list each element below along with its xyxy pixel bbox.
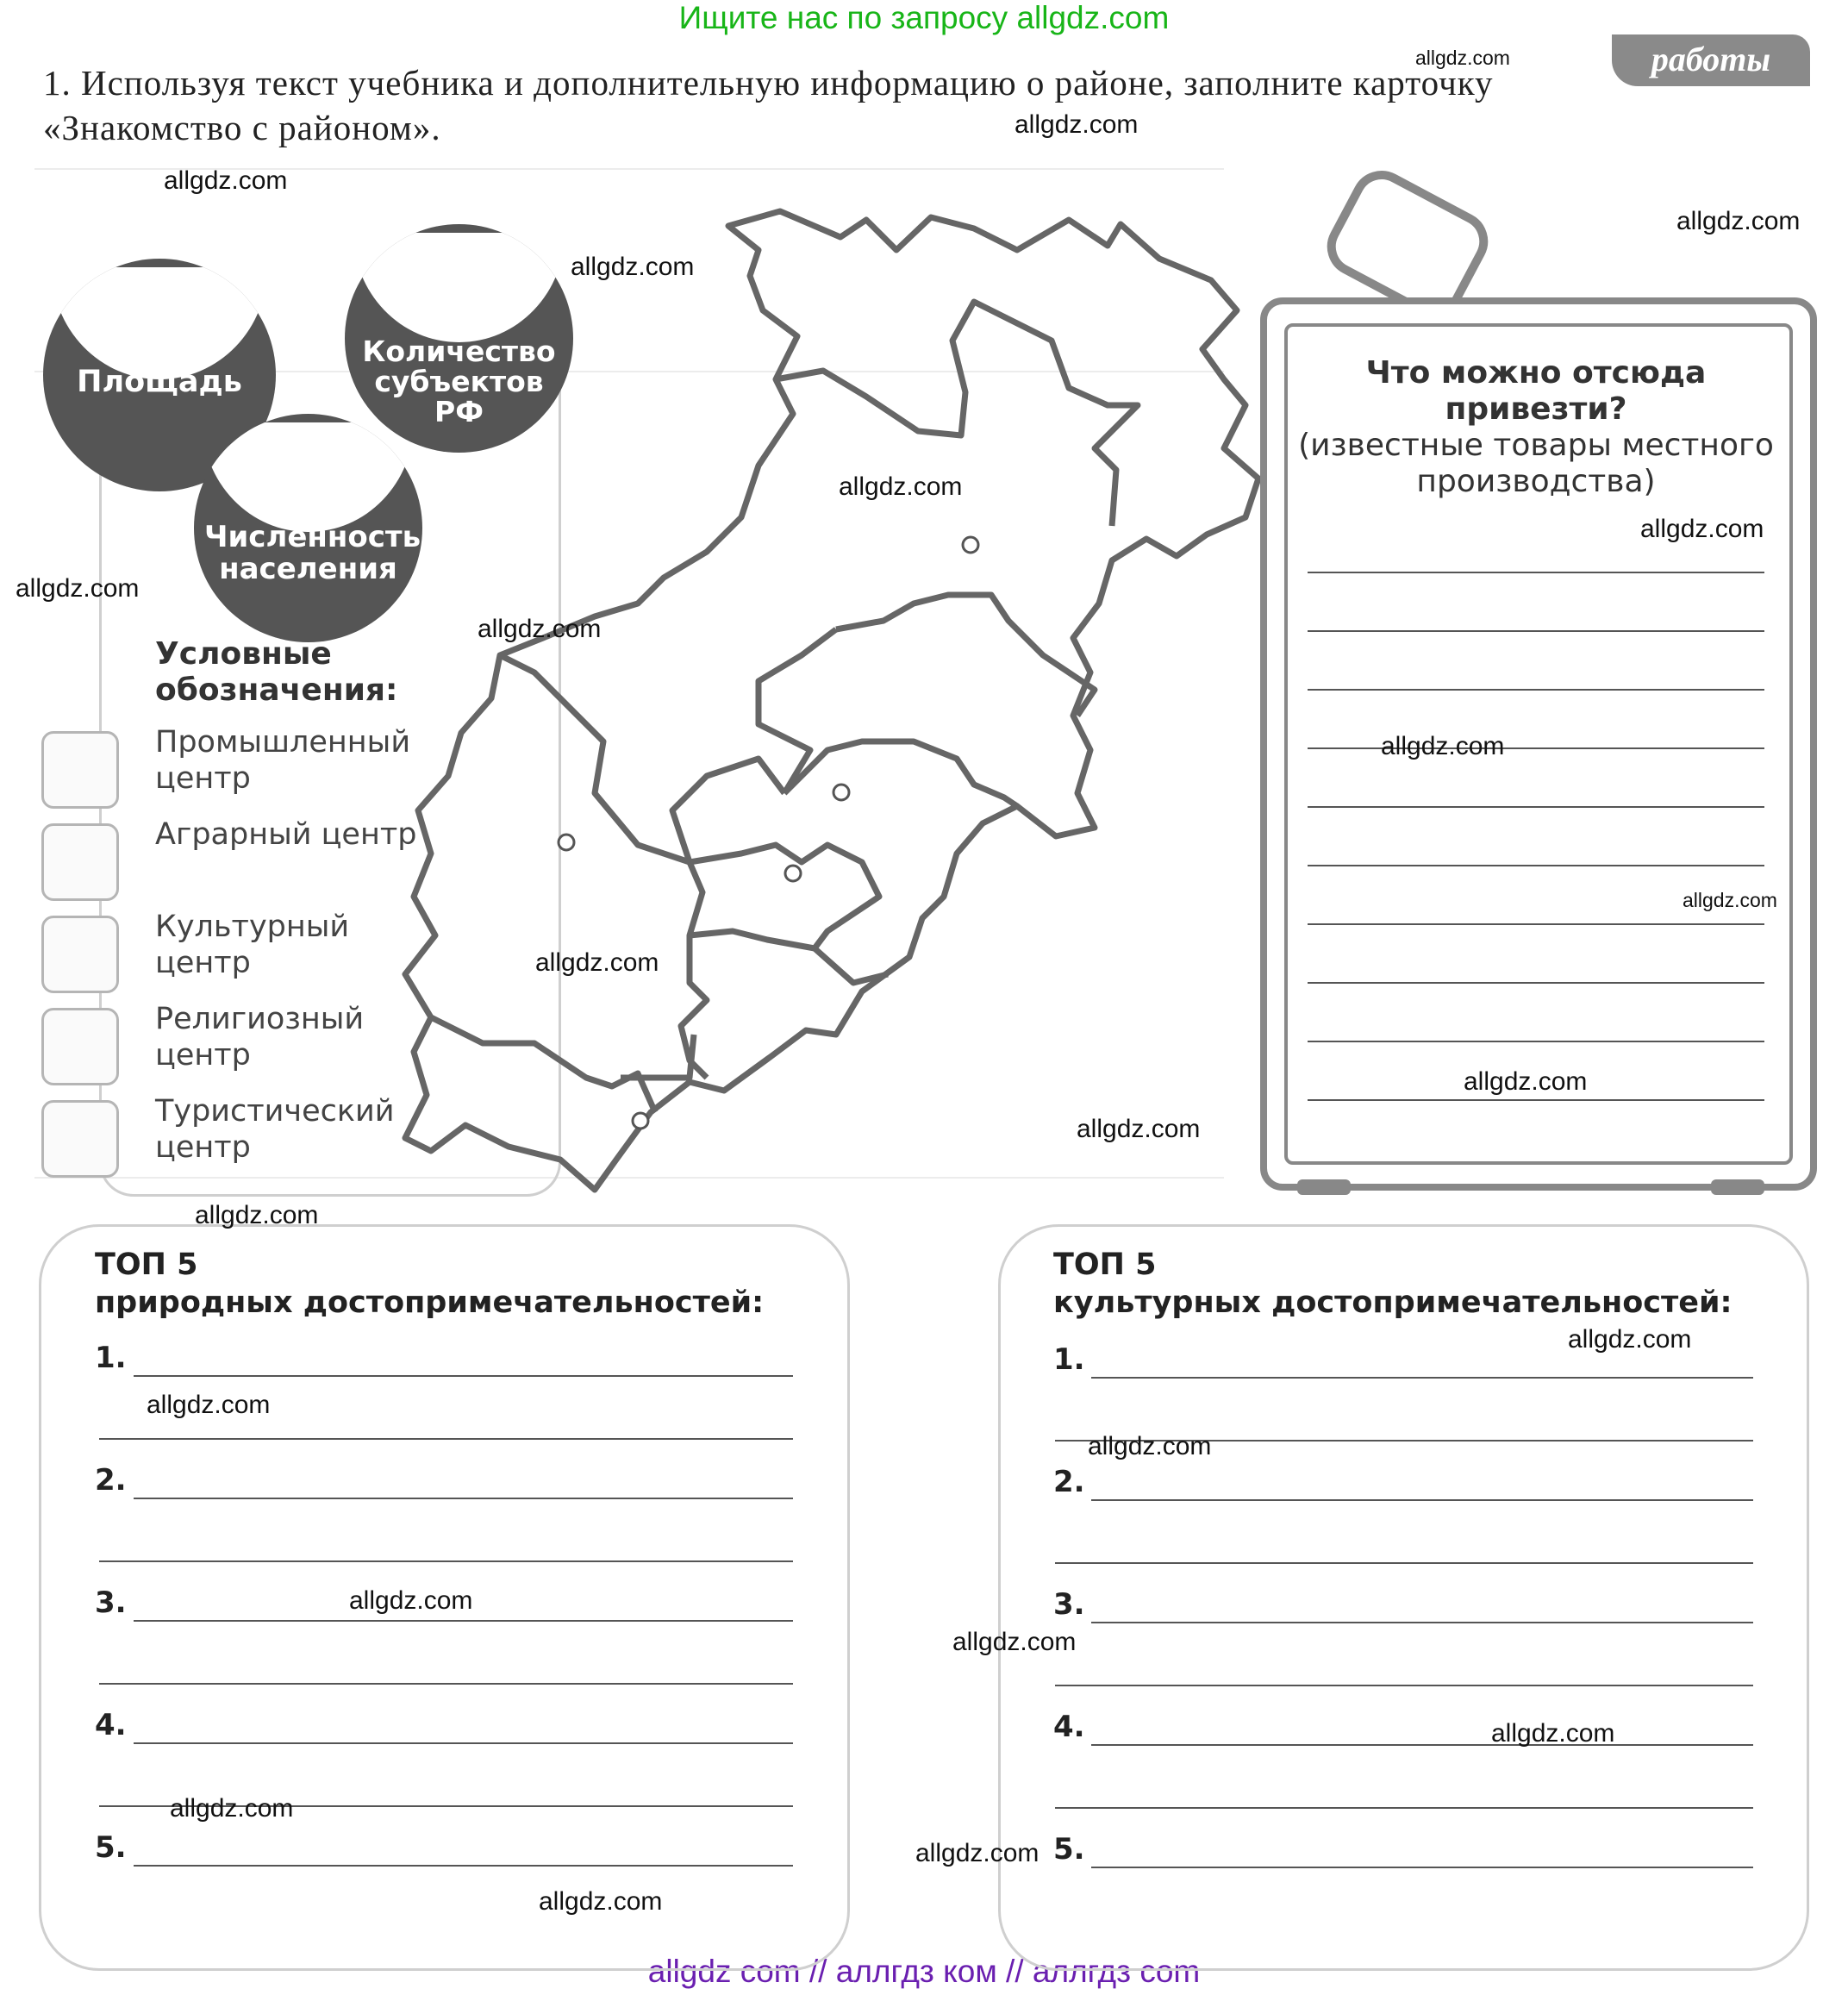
answer-line[interactable] [1308, 865, 1764, 866]
internal-border [431, 1017, 655, 1112]
item-number: 1. [95, 1341, 127, 1375]
answer-line[interactable] [99, 1560, 793, 1562]
legend-title: Условные обозначения: [155, 636, 398, 708]
answer-line[interactable] [1308, 1099, 1764, 1101]
watermark: allgdz.com [164, 166, 288, 195]
section-tab: работы [1612, 34, 1810, 86]
legend-label: Туристический центр [155, 1094, 395, 1165]
answer-line[interactable] [134, 1498, 793, 1499]
city-marker [963, 537, 978, 553]
legend-label: Религиозный центр [155, 1002, 365, 1073]
top5-culture-title [1053, 1246, 1786, 1322]
item-number: 3. [1053, 1587, 1085, 1622]
item-number: 4. [1053, 1710, 1085, 1744]
watermark: allgdz.com [1381, 732, 1505, 760]
item-number: 4. [95, 1708, 127, 1742]
watermark: allgdz.com [349, 1586, 473, 1615]
item-number: 5. [95, 1830, 127, 1865]
watermark: allgdz.com [16, 574, 140, 603]
suitcase-question: Что можно отсюда привезти? [1365, 355, 1707, 427]
item-number: 5. [1053, 1832, 1085, 1867]
answer-line[interactable] [1091, 1744, 1753, 1746]
watermark: allgdz.com [1676, 207, 1801, 235]
watermark: allgdz.com [1568, 1325, 1692, 1354]
answer-line[interactable] [1308, 806, 1764, 808]
watermark: allgdz.com [1491, 1719, 1615, 1748]
watermark-top: Ищите нас по запросу allgdz.com [678, 0, 1170, 35]
suitcase-foot [1711, 1179, 1764, 1195]
city-marker [633, 1113, 648, 1129]
internal-border [500, 655, 690, 862]
internal-border [690, 845, 879, 948]
legend-label: Аграрный центр [155, 817, 417, 852]
watermark: allgdz.com [1640, 515, 1764, 543]
answer-line[interactable] [1055, 1562, 1753, 1564]
answer-line[interactable] [99, 1683, 793, 1685]
city-marker [559, 835, 574, 850]
top5-subheading: культурных достопримечательностей: [1053, 1285, 1732, 1320]
watermark-bottom: allgdz com // аллгдз ком // аллгдз com [647, 1954, 1201, 1989]
internal-border [836, 595, 1095, 716]
watermark: allgdz.com [1015, 110, 1139, 139]
answer-line[interactable] [134, 1742, 793, 1744]
item-number: 3. [95, 1585, 127, 1620]
answer-line[interactable] [1055, 1685, 1753, 1686]
answer-line[interactable] [1091, 1622, 1753, 1623]
answer-line[interactable] [1091, 1499, 1753, 1501]
answer-line[interactable] [1308, 923, 1764, 925]
legend-label: Культурный центр [155, 910, 350, 980]
answer-line[interactable] [1308, 630, 1764, 632]
watermark: allgdz.com [1088, 1432, 1212, 1460]
suitcase-foot [1297, 1179, 1351, 1195]
suitcase-title [1277, 355, 1795, 500]
legend-label: Промышленный центр [155, 725, 411, 796]
answer-line[interactable] [1308, 982, 1764, 984]
answer-line[interactable] [1308, 572, 1764, 573]
top5-heading: ТОП 5 [1053, 1248, 1157, 1282]
suitcase-hint: (известные товары местного производства) [1298, 428, 1774, 499]
answer-line[interactable] [1055, 1807, 1753, 1809]
task-instruction: 1. Используя текст учебника и дополнительную информацию о районе, заполните карточку «Знакомство с районом». [43, 63, 1494, 147]
top5-nature-title [95, 1246, 827, 1322]
city-marker [785, 866, 801, 881]
city-marker [833, 785, 849, 800]
answer-line[interactable] [1308, 689, 1764, 691]
top5-heading: ТОП 5 [95, 1248, 198, 1282]
internal-border [815, 948, 888, 983]
watermark: allgdz.com [952, 1628, 1077, 1656]
watermark: allgdz.com [539, 1887, 663, 1916]
top5-subheading: природных достопримечательностей: [95, 1285, 765, 1320]
answer-line[interactable] [134, 1865, 793, 1867]
watermark: allgdz.com [1464, 1067, 1588, 1096]
answer-line[interactable] [1091, 1377, 1753, 1379]
area-label: Площадь [77, 365, 242, 399]
item-number: 1. [1053, 1342, 1085, 1377]
watermark: allgdz.com [1683, 889, 1777, 911]
internal-border [784, 741, 1017, 806]
answer-line[interactable] [1091, 1867, 1753, 1868]
watermark: allgdz.com [1415, 47, 1510, 69]
answer-line[interactable] [134, 1375, 793, 1377]
watermark: allgdz.com [839, 472, 963, 501]
answer-line[interactable] [1308, 747, 1764, 749]
subjects-label: Количество субъектов РФ [362, 335, 556, 428]
watermark: allgdz.com [571, 253, 695, 281]
answer-line[interactable] [134, 1620, 793, 1622]
answer-line[interactable] [1308, 1041, 1764, 1042]
internal-border [759, 629, 836, 793]
watermark: allgdz.com [1077, 1115, 1201, 1143]
answer-line[interactable] [99, 1438, 793, 1440]
watermark: allgdz.com [170, 1794, 294, 1823]
watermark: allgdz.com [478, 615, 602, 643]
item-number: 2. [1053, 1465, 1085, 1499]
watermark: allgdz.com [195, 1201, 319, 1229]
watermark: allgdz.com [915, 1839, 1040, 1867]
item-number: 2. [95, 1463, 127, 1498]
watermark: allgdz.com [147, 1391, 271, 1419]
population-label: Численность населения [204, 520, 421, 586]
watermark: allgdz.com [535, 948, 659, 977]
